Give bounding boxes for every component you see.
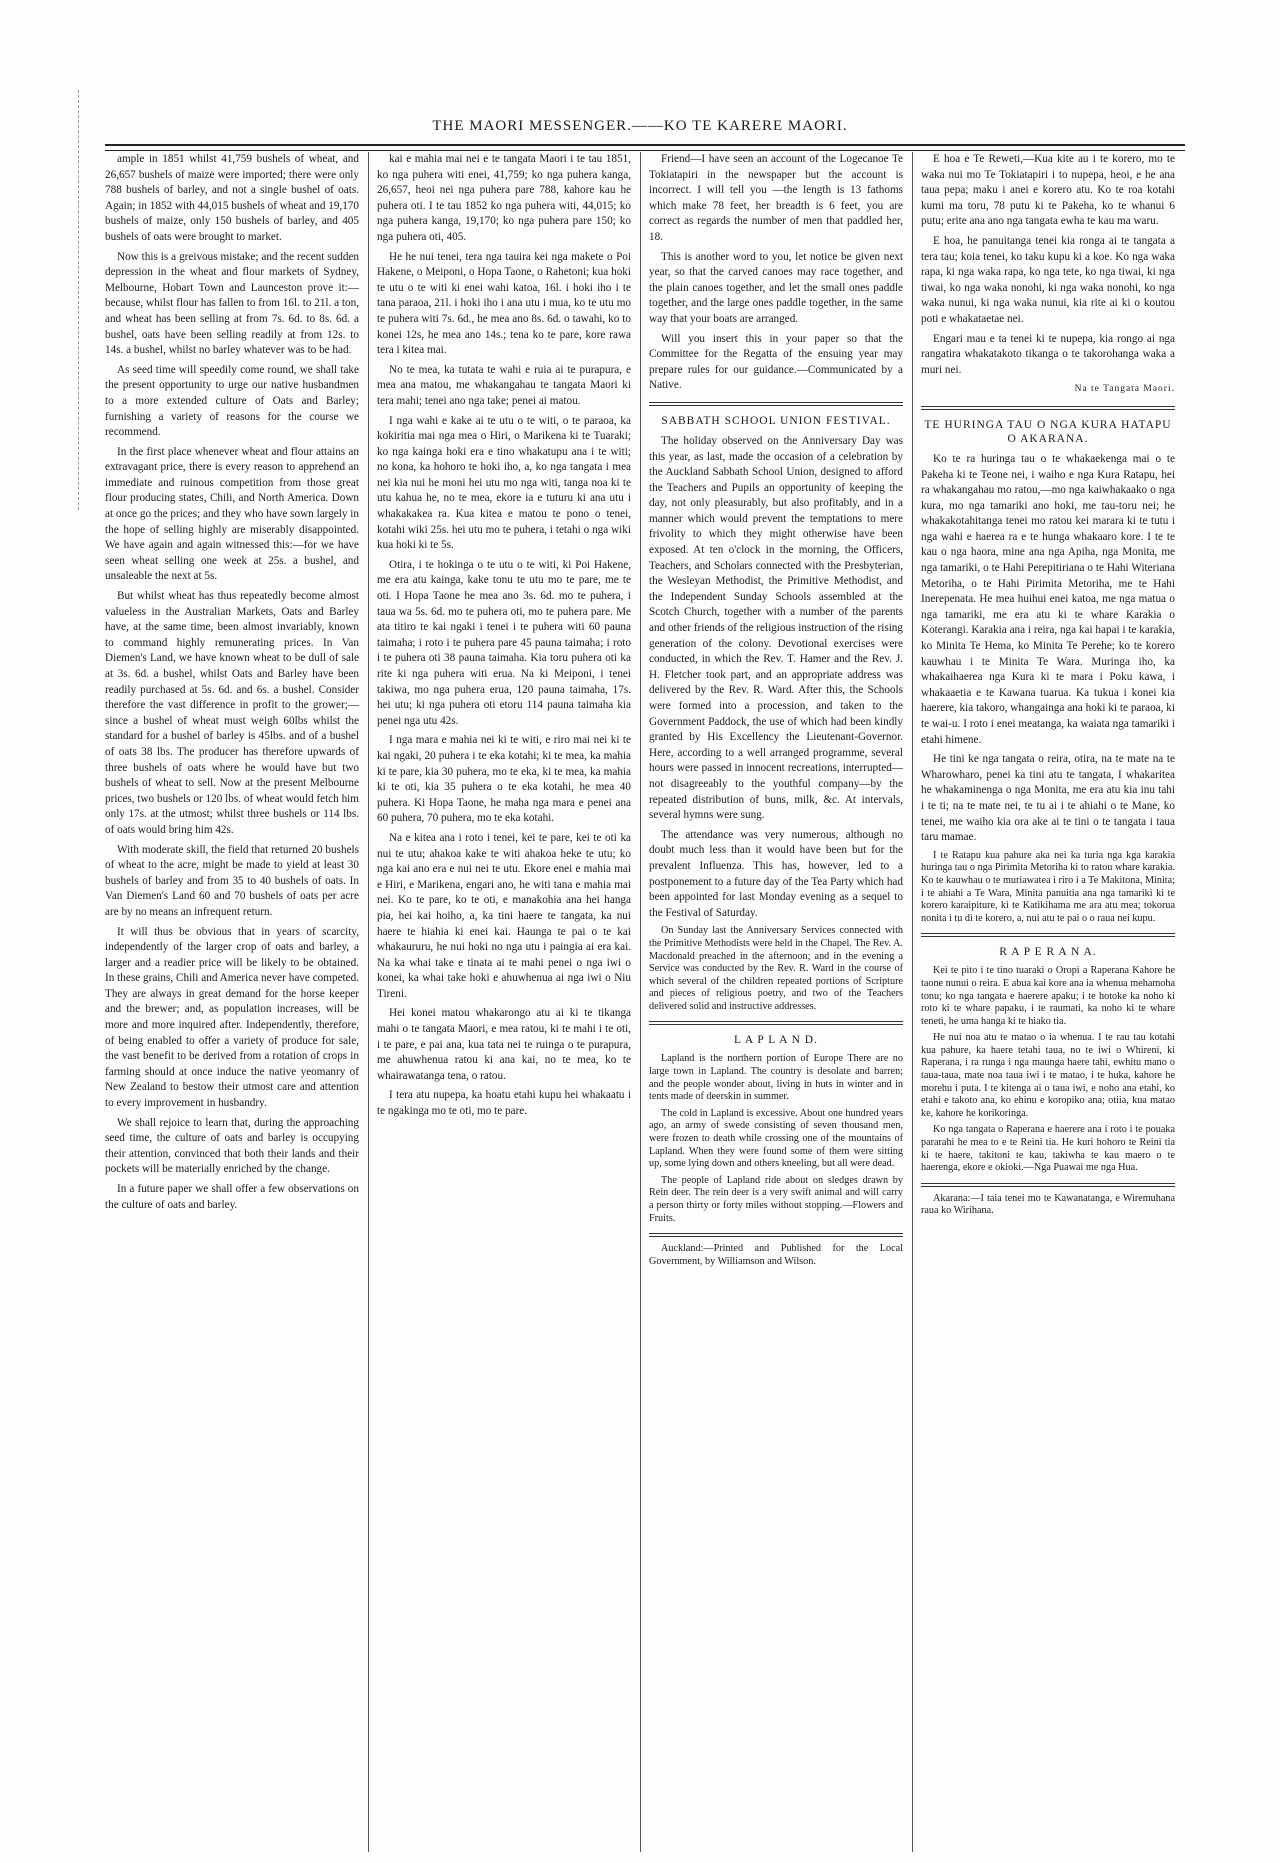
paragraph: No te mea, ka tutata te wahi e ruia ai te purapura, e mea ana matou, me whakangahau te tangata Maori ki tera mahi; tenei ano nga take; penei ai matou.: [377, 363, 631, 407]
paragraph: In a future paper we shall offer a few observations on the culture of oats and barley.: [105, 1183, 359, 1211]
paragraph: Lapland is the northern portion of Europe There are no large town in Lapland. The country is desolate and barren; and the people wonder about, living in huts in winter and in tents made of deerskin in summer.: [649, 1053, 903, 1103]
paragraph: We shall rejoice to learn that, during the approaching seed time, the culture of oats and barley is occupying their attention, convinced that both their lands and their pockets will be materially enriched by the change.: [105, 1116, 359, 1176]
paragraph: Now this is a greivous mistake; and the recent sudden depression in the wheat and flour markets of Sydney, Melbourne, Hobart Town and Launceston prove it:—because, whilst flour has fallen to from 16l. to 21l. a ton, and wheat has been selling at from 7s. 6d. to 8s. 6d. a bushel, oats have been selling readily at from 12s. to 14s. a bushel, whilst no barley whatever was to be had.: [105, 250, 359, 357]
paragraph: He nui noa atu te matao o ia whenua. I te rau tau kotahi kua pahure, ka haere tetahi taua, no te iwi o Whireni, ki Raperana, i ra runga i nga maunga haere tahi, ewhitu mano o taua-taua, mate noa taua iwi i te matao, i te huka, kahore he morehu i puta. I te kitenga ai o taua iwi, e noho ana etahi, ko etahi e takoto ana, ko ehinu e koropiko ana; otiia, kua matao ke, kahore he korikoringa.: [921, 1032, 1175, 1119]
paragraph: Na e kitea ana i roto i tenei, kei te pare, kei te oti ka nui te utu; ahakoa kake te witi ahakoa heke te utu; ko nga kai ano era e nui nei te utu. Ekore enei e mahia mai e Hiri, e Marikena, engari ano, he witi tana e mahia mai nei. Ko te pare, ko te oti, e manakohia ana hei hanga pia, hei kai hoiho, a, ka tini haere te tangata, ka nui haere te hiahia ki enei kai. Haunga te pai o te kai whakaururu, he nui hoki no nga utu i paingia ai era kai. Na ka whai take e tinata ai te mahi penei o nga iwi o konei, ka whai take hoki e ahuwhenua ai nga iwi o Niu Tireni.: [377, 831, 631, 1000]
column-rule: [368, 152, 369, 1852]
section-divider: [649, 1021, 903, 1025]
paragraph: With moderate skill, the field that returned 20 bushels of wheat to the acre, might be made to yield at least 30 bushels of barley and from 35 to 40 bushels of oats. In Van Diemen's Land 60 and 70 bushels of oats per acre are by no means an infrequent return.: [105, 843, 359, 918]
paragraph: kai e mahia mai nei e te tangata Maori i te tau 1851, ko nga puhera witi enei, 41,759; ko nga puhera kanga, 26,657, heoi nei nga puhera pare 788, kahore kau he puhera oti. I te tau 1852 ko nga puhera witi, 44,015; ko nga puhera kanga, 19,170; ko nga puhera pare 150; ko nga puhera oti, 405.: [377, 153, 631, 243]
column-rule: [640, 152, 641, 1852]
paragraph: The cold in Lapland is excessive. About one hundred years ago, an army of swede consisting of seven thousand men, were frozen to death while crossing one of the mountains of Lapland. When they were found some of them were sitting up, some lying down and others kneeling, but all were dead.: [649, 1107, 903, 1170]
paragraph: The holiday observed on the Anniversary Day was this year, as last, made the occasion of a celebration by the Auckland Sabbath School Union, designed to afford the Teachers and Pupils an opportunity of keeping the day, not only pleasurably, but also profitably, and in a manner which would prevent the temptations to mere frivolity to which they might otherwise have been exposed. At ten o'clock in the morning, the Officers, Teachers, and Scholars connected with the Presbyterian, the Wesleyan Methodist, the Primitive Methodist, and the Independent Sunday Schools assembled at the Scotch Church, together with a number of the parents and other friends of the religious instruction of the rising generation of the colony. Devotional exercises were conducted, in which the Rev. T. Hamer and the Rev. J. H. Fletcher took part, and an appropriate address was delivered by the Rev. R. Ward. After this, the Schools were formed into a procession, and taken to the Government Paddock, the use of which had been kindly granted by His Excellency the Lieutenant-Governor. Here, according to a well arranged programme, several hours were passed in innocent recreations, interrupted—not disagreeably to the youthful company—by the repeated distribution of buns, milk, &c. At intervals, several hymns were sung.: [649, 434, 903, 822]
paragraph: Otira, i te hokinga o te utu o te witi, ki Poi Hakene, me era atu kainga, kake tonu te utu mo te pare, me te oti. I Hopa Taone he mea ano 3s. 6d. mo te puhera, i taua wa 5s. 6d. mo te puhera oti, mo te puhera pare. Me ata titiro te kai ngaki i tenei i te puhera witi 60 pauna taimaha; i roto i te puhera pare 45 pauna taimaha; i roto i te puhera oti 38 pauna taimaha. Kia toru puhera oti ka rite ki nga puhera witi erua. Na ki Meiponi, i tenei takiwa, mo nga puhera erua, 120 pauna taimaha, 17s. hei utu; ki nga puhera oti etoru 114 pauna taimaha kia penei nga utu 42s.: [377, 558, 631, 727]
letter-signature: Na te Tangata Maori.: [1074, 384, 1175, 395]
column-1-english-article: [105, 152, 359, 1852]
section-divider: [921, 1183, 1175, 1187]
columns: [105, 152, 1185, 1852]
paragraph: I nga wahi e kake ai te utu o te witi, o te paraoa, ka kokiritia mai nga mea o Hiri, o Marikena ki te Tuaraki; ko nga kainga hoki era e tino whakatupu ana i te witi; no kona, ka hohoro te hoki iho, a, ko nga tangata i mea nei kia nui he moni hei utu mo nga witi, tanga noa ki te utu kahua he, no te mea, ekore ia e tuturu ki ana utu i whakakakea ra. Kua kitea e matou te pono o tenei, kotahi wiki 25s. hei utu mo te puhera, i tetahi o nga wiki kua hoki ki te 5s.: [377, 414, 631, 552]
column-rule: [912, 152, 913, 1852]
paragraph: ample in 1851 whilst 41,759 bushels of wheat, and 26,657 bushels of maize were imported; there were only 788 bushels of barley, and not a single bushel of oats. Again; in 1852 with 44,015 bushels of wheat and 19,170 bushels of maize, only 150 bushels of barley, and 405 bushels of oats were brought to market.: [105, 153, 359, 243]
paragraph: But whilst wheat has thus repeatedly become almost valueless in the Australian Markets, Oats and Barley have, at the same time, been almost invariably, known to command highly remunerating prices. In Van Diemen's Land, we have known wheat to be dull of sale at 3s. 6d. a bushel, whilst Oats and Barley have been readily purchased at 5s. 6d. and 6s. a bushel. Consider therefore the vast difference in profit to the grower;—since a bushel of wheat must weigh 60lbs whilst the standard for a bushel of barley is 45lbs. and of a bushel of oats 38 lbs. The producer has therefore upwards of three bushels of oats where he would have but two bushels of wheat to sell. Now at the present Melbourne prices, two bushels or 120 lbs. of wheat would fetch him only 17s. at the utmost; whilst three bushels or 114 lbs. of oats would bring him 42s.: [105, 590, 359, 836]
lapland-heading: L A P L A N D.: [734, 1034, 818, 1047]
imprint: Akarana:—I taia tenei mo te Kawanatanga, e Wiremuhana raua ko Wirihana.: [921, 1192, 1175, 1217]
huringa-heading: TE HURINGA TAU O NGA KURA HATAPU O AKARANA.: [924, 418, 1172, 445]
paragraph: Engari mau e ta tenei ki te nupepa, kia rongo ai nga rangatira whakatakoto tikanga o te takorohanga waka a muri nei.: [921, 332, 1175, 376]
raperana-heading: R A P E R A N A.: [999, 946, 1097, 959]
friend-letter: Friend—I have seen an account of the Logecanoe Te Tokiatapiri in the newspaper but the account is incorrect. I will tell you —the length is 13 fathoms which make 78 feet, her breadth is 6 feet, you are correct as regards the number of men that paddled her, 18.: [649, 153, 903, 243]
paragraph: Ko te ra huringa tau o te whakaekenga mai o te Pakeha ki te Teone nei, i waiho e nga Kura Ratapu, hei ra whakangahau mo ratou,—mo nga kaiwhakaako o nga kura, mo nga tamariki ano hoki, me tau-toru nei; he whakakotahitanga tenei mo ratou kei marara ki te tutu i nga wahi e haerea ra e te hunga whakaaro kore. I te te kau o nga haora, mine ana nga Apiha, nga Monita, me nga tamariki, o te Hahi Perepitiriana o te Hahi Witeriana Metoriha, o te Hahi Pirimita Metoriha, me te Hahi Inerepenata. He mea huihui enei katoa, me nga matua o nga tamariki, me era atu ki te whare Karakia o Koterangi. Karakia ana i reira, nga kai hapai i te karakia, ko Minita Te Hema, ko Minita Te Perehe; ko te korero kauwhau i te Minita Te Wara. Muringa iho, ka whakaihaerea nga Kura ki te mara i Poku kawa, i whakaaetia e te Kawana tuarua. Ka tukua i konei kia haerere, kia takoro, whangainga ana hoki ki te paraoa, ki te wai-u. I roto i enei meatanga, ka waiata nga tamariki i etahi himene.: [921, 452, 1175, 746]
column-2-maori-article: [377, 152, 631, 1852]
paragraph: Ko nga tangata o Raperana e haerere ana i roto i te pouaka pararahi he mea to e te Reini tia. He kuri hohoro te Reini tia ki te haere, takitoni te kau, takiwha te kau maero o te haerenga, ekore e okioki.—Nga Puawai me nga Hua.: [921, 1124, 1175, 1174]
paragraph: I nga mara e mahia nei ki te witi, e riro mai nei ki te kai ngaki, 20 puhera i te eka kotahi; ki te mea, ka mahia ki te pare, kia 30 puhera, mo te eka, ki te mea, ka mahia ki te oti, kia 35 puhera o te eka kotahi, he mea 40 puhera. Ki Hopa Taone, he maha nga mara e penei ana 60 puhera, 70 puhera, mo te eka kotahi.: [377, 734, 631, 825]
paragraph: It will thus be obvious that in years of scarcity, independently of the larger crop of oats and barley, a larger and a readier price will be likely to be obtained. In these grains, Chili and America never have competed. They are always in great demand for the horse keeper and the brewer; and, as population increases, will be more and more inquired after. Independently, therefore, of being enabled to offer a variety of produce for sale, the vast benefit to be derived from a rotation of crops in farming should at once induce the native yeomanry of New Zealand to bestow their utmost care and attention to every improvement in husbandry.: [105, 925, 359, 1110]
paragraph: As seed time will speedily come round, we shall take the present opportunity to urge our native husbandmen to a more extended culture of Oats and Barley; furnishing a variety of reasons for the course we recommend.: [105, 363, 359, 439]
paragraph: He tini ke nga tangata o reira, otira, na te mate na te Wharowharo, penei ka tini atu te tangata, I whakaritea he whakaminenga o nga Monita, me era atu kia inu tahi i te ti; na te mate nei, te tu ai i te ahiahi o te Mane, ko tenei, me waiho kia ora ake ai te tini o te tangata i taua taru mamae.: [921, 753, 1175, 844]
section-divider: [921, 933, 1175, 937]
paragraph: I te Ratapu kua pahure aka nei ka turia nga kga karakia huringa tau o nga Pirimita Metoriha ki to ratou whare karakia. Ko te kauwhau o te muriawatea i riro i a Te Makitona, Minita; i te ahiahi a Te Wara, Minita panuitia ana nga tamariki ki te korero karaipiture, ki te Katikihama me ara atu mea; tokorua nonita i tu di te korero, a, nui atu te pai o o raua nei kupu.: [921, 849, 1175, 924]
column-4-maori-news: [921, 152, 1175, 1852]
sunday-paragraph: On Sunday last the Anniversary Services connected with the Primitive Methodists were held in the Chapel. The Rev. A. Macdonald preached in the afternoon; and in the evening a Service was conducted by the Rev. R. Ward in the course of which several of the children repeated portions of Scripture and pieces of religious poetry, and two of the Teachers delivered solid and instructive addresses.: [649, 925, 903, 1012]
paragraph: In the first place whenever wheat and flour attains an extravagant price, there is every reason to apprehend an immediate and ruinous competition from those great flour producing states, Chili, and North America. Down at once go the prices; and they who have sown largely in the hope of selling highly are miserably disappointed. We have again and again witnessed this:—for we have seen wheat selling one week at 25s. a bushel, and unsaleable the next at 5s.: [105, 445, 359, 583]
section-divider: [649, 1233, 903, 1237]
paragraph: The attendance was very numerous, although no doubt much less than it would have been but for the prevalent Influenza. This has, however, led to a postponement to a future day of the Tea Party which had been appointed for last Monday evening as a sequel to the Festival of Saturday.: [649, 828, 903, 919]
paragraph: Hei konei matou whakarongo atu ai ki te tikanga mahi o te tangata Maori, e mea ratou, ki te mahi i te oti, i te pare, e pai ana, kua tata nei te ruinga o te purapura, me ahuwhenua ratou ki ana kai, no te mea, ko te whairawatanga tena, o ratou.: [377, 1007, 631, 1082]
paragraph: The people of Lapland ride about on sledges drawn by Rein deer. The rein deer is a very swift animal and will carry a person thirty or forty miles without stopping.—Flowers and Fruits.: [649, 1174, 903, 1224]
paragraph: I tera atu nupepa, ka hoatu etahi kupu hei whakaatu i te ngakinga mo te oti, mo te pare.: [377, 1089, 631, 1118]
column-3-english-news: [649, 152, 903, 1852]
paragraph: E hoa e Te Reweti,—Kua kite au i te korero, mo te waka nui mo Te Tokiatapiri i to nupepa, heoi, e he ana taua pepa; maku i anei e korero atu. Ko te roa kotahi kumi ma toru, 78 putu ki te Pakeha, ko te whanui 6 putu; erite ana ano nga tangata ewha te kau ma waru.: [921, 153, 1175, 228]
section-divider: [649, 402, 903, 406]
masthead-rule: [105, 144, 1185, 151]
paragraph: Kei te pito i te tino tuaraki o Oropi a Raperana Kahore he taone nunui o reira. E abua kai kore ana ia whenua mehamoha tonu; ko nga tangata e haerere apaku; i te hotoke ka noho ki roto ki te whare papaku, i te raumati, ka noho ki te whare teneti, he uma hanga ki te hiako tia.: [921, 965, 1175, 1027]
section-divider: [921, 406, 1175, 410]
friend-letter-3: Will you insert this in your paper so that the Committee for the Regatta of the ensuing year may prepare rules for our guidance.—Communicated by a Native.: [649, 332, 903, 392]
imprint: Auckland:—Printed and Published for the Local Government, by Williamson and Wilson.: [649, 1243, 903, 1267]
page-margin-marks: [78, 90, 89, 510]
paragraph: E hoa, he panuitanga tenei kia ronga ai te tangata a tera tau; koia tenei, ko taku kupu ki a koe. Ko nga waka rapa, ki nga waka rapa, ko nga tete, ko nga tiwai, ki nga tiwai, ko nga waka nonohi, ki nga waka nonohi, ko nga waka nunui, ki nga waka nunui, kia rite ai ki o koutou poti e whakataetae nei.: [921, 234, 1175, 325]
festival-heading: SABBATH SCHOOL UNION FESTIVAL.: [661, 414, 891, 427]
friend-letter-2: This is another word to you, let notice be given next year, so that the carved canoes may race together, and the plain canoes together, and let the small ones paddle together, and the large ones paddle together, in the same way that your boats are arranged.: [649, 250, 903, 325]
masthead: THE MAORI MESSENGER.——KO TE KARERE MAORI.: [432, 118, 848, 134]
paragraph: He he nui tenei, tera nga tauira kei nga makete o Poi Hakene, o Meiponi, o Hopa Taone, o Rahetoni; kua hoki te utu o te witi ki enei wahi katoa, 16l. i hoki iho i te tana paraoa, 21l. i hoki iho i ana utu i mua, ko te utu mo te puhera witi 7s. 6d., he mea ano 8s. 6d. o tawahi, ko to konei 12s, he mea ano 14s.; tena ko te pare, kore rawa tera i kitea mai.: [377, 250, 631, 357]
